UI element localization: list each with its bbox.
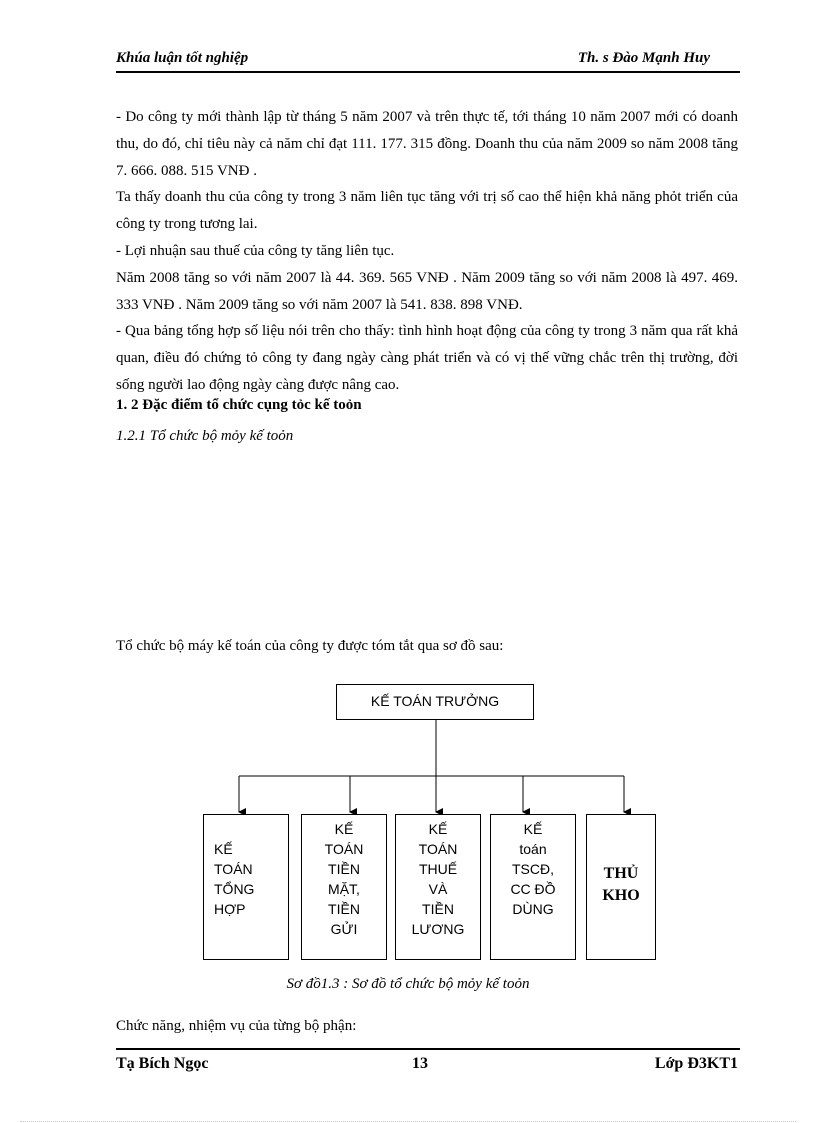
header-thesis-title: Khúa luận tốt nghiệp: [116, 50, 249, 66]
warehouse-keeper-box: [586, 814, 656, 960]
chief-accountant-box: KẾ TOÁN TRƯỞNG: [336, 684, 534, 720]
box-line: TOÁN: [418, 841, 458, 857]
footer-page-number: 13: [412, 1055, 428, 1072]
box-line: CC ĐỒ: [510, 881, 556, 897]
header-advisor: Th. s Đào Mạnh Huy: [577, 50, 710, 66]
box-line: GỬI: [330, 921, 358, 937]
fixed-assets-accounting-box: [490, 814, 576, 960]
paragraph: Ta thấy doanh thu của công ty trong 3 năm liên tục tăng với trị số cao thể hiện khả năng phỏt triển của công ty trong tương lai.: [116, 189, 738, 233]
box-line: TOÁN: [214, 861, 253, 877]
footer-class: Lớp Đ3KT1: [654, 1055, 738, 1072]
box-line: MẶT,: [328, 881, 360, 897]
general-accounting-box: [203, 814, 289, 960]
box-line: KẾ: [428, 821, 448, 837]
box-line: toán: [519, 841, 547, 857]
box-line: TOÁN: [324, 841, 364, 857]
paragraph: - Qua bảng tổng hợp số liệu nói trên cho thấy: tình hình hoạt động của công ty trong 3 năm qua rất khả quan, điều đó chứng tỏ công ty đang ngày càng phát triển và có vị thế vững chắc trên thị trường, đời sống người lao động ngày càng được nâng cao.: [116, 323, 738, 393]
page-edge: [20, 1121, 796, 1122]
paragraph: - Do công ty mới thành lập từ tháng 5 năm 2007 và trên thực tế, tới tháng 10 năm 2007 mới có doanh thu, do đó, chỉ tiêu này cả năm chỉ đạt 111. 177. 315 đồng. Doanh thu của năm 2009 so năm 2008 tăng 7. 666. 088. 515 VNĐ .: [116, 109, 738, 179]
box-line: TSCĐ,: [512, 861, 554, 877]
page-footer: [116, 1055, 740, 1077]
paragraph: - Lợi nhuận sau thuế của công ty tăng liên tục.: [116, 242, 395, 259]
box-line: KẾ: [214, 841, 233, 857]
diagram-caption: Sơ đồ1.3 : Sơ đồ tổ chức bộ mỏy kế toỏn: [286, 976, 530, 992]
box-line: TỔNG: [214, 881, 255, 897]
box-line: TIỀN: [328, 901, 360, 917]
diagram-intro: Tổ chức bộ máy kế toán của công ty được tóm tắt qua sơ đồ sau:: [116, 638, 504, 654]
box-line: KHO: [602, 887, 640, 904]
tax-payroll-accounting-box: [395, 814, 481, 960]
footer-author: Tạ Bích Ngọc: [116, 1055, 209, 1072]
footer-rule: [116, 1048, 740, 1050]
box-line: THUẾ: [418, 861, 458, 877]
paragraph: Năm 2008 tăng so với năm 2007 là 44. 369. 565 VNĐ . Năm 2009 tăng so với năm 2008 là 497. 469. 333 VNĐ . Năm 2009 tăng so với năm 2007 là 541. 838. 898 VNĐ.: [116, 269, 738, 313]
box-line: TIỀN: [422, 901, 454, 917]
subsection-heading: 1.2.1 Tổ chức bộ mỏy kế toỏn: [116, 428, 294, 444]
box-line: HỢP: [214, 901, 246, 917]
cash-accounting-box: [301, 814, 387, 960]
box-line: THỦ: [603, 865, 639, 882]
box-line: LƯƠNG: [411, 921, 465, 937]
box-line: DÙNG: [512, 901, 554, 917]
section-heading: 1. 2 Đặc điểm tổ chức cụng tỏc kế toỏn: [116, 397, 362, 413]
functions-intro: Chức năng, nhiệm vụ của từng bộ phận:: [116, 1018, 357, 1034]
box-line: KẾ: [523, 821, 543, 837]
box-line: KẾ: [334, 821, 354, 837]
box-line: TIỀN: [328, 861, 360, 877]
box-line: VÀ: [428, 881, 448, 897]
